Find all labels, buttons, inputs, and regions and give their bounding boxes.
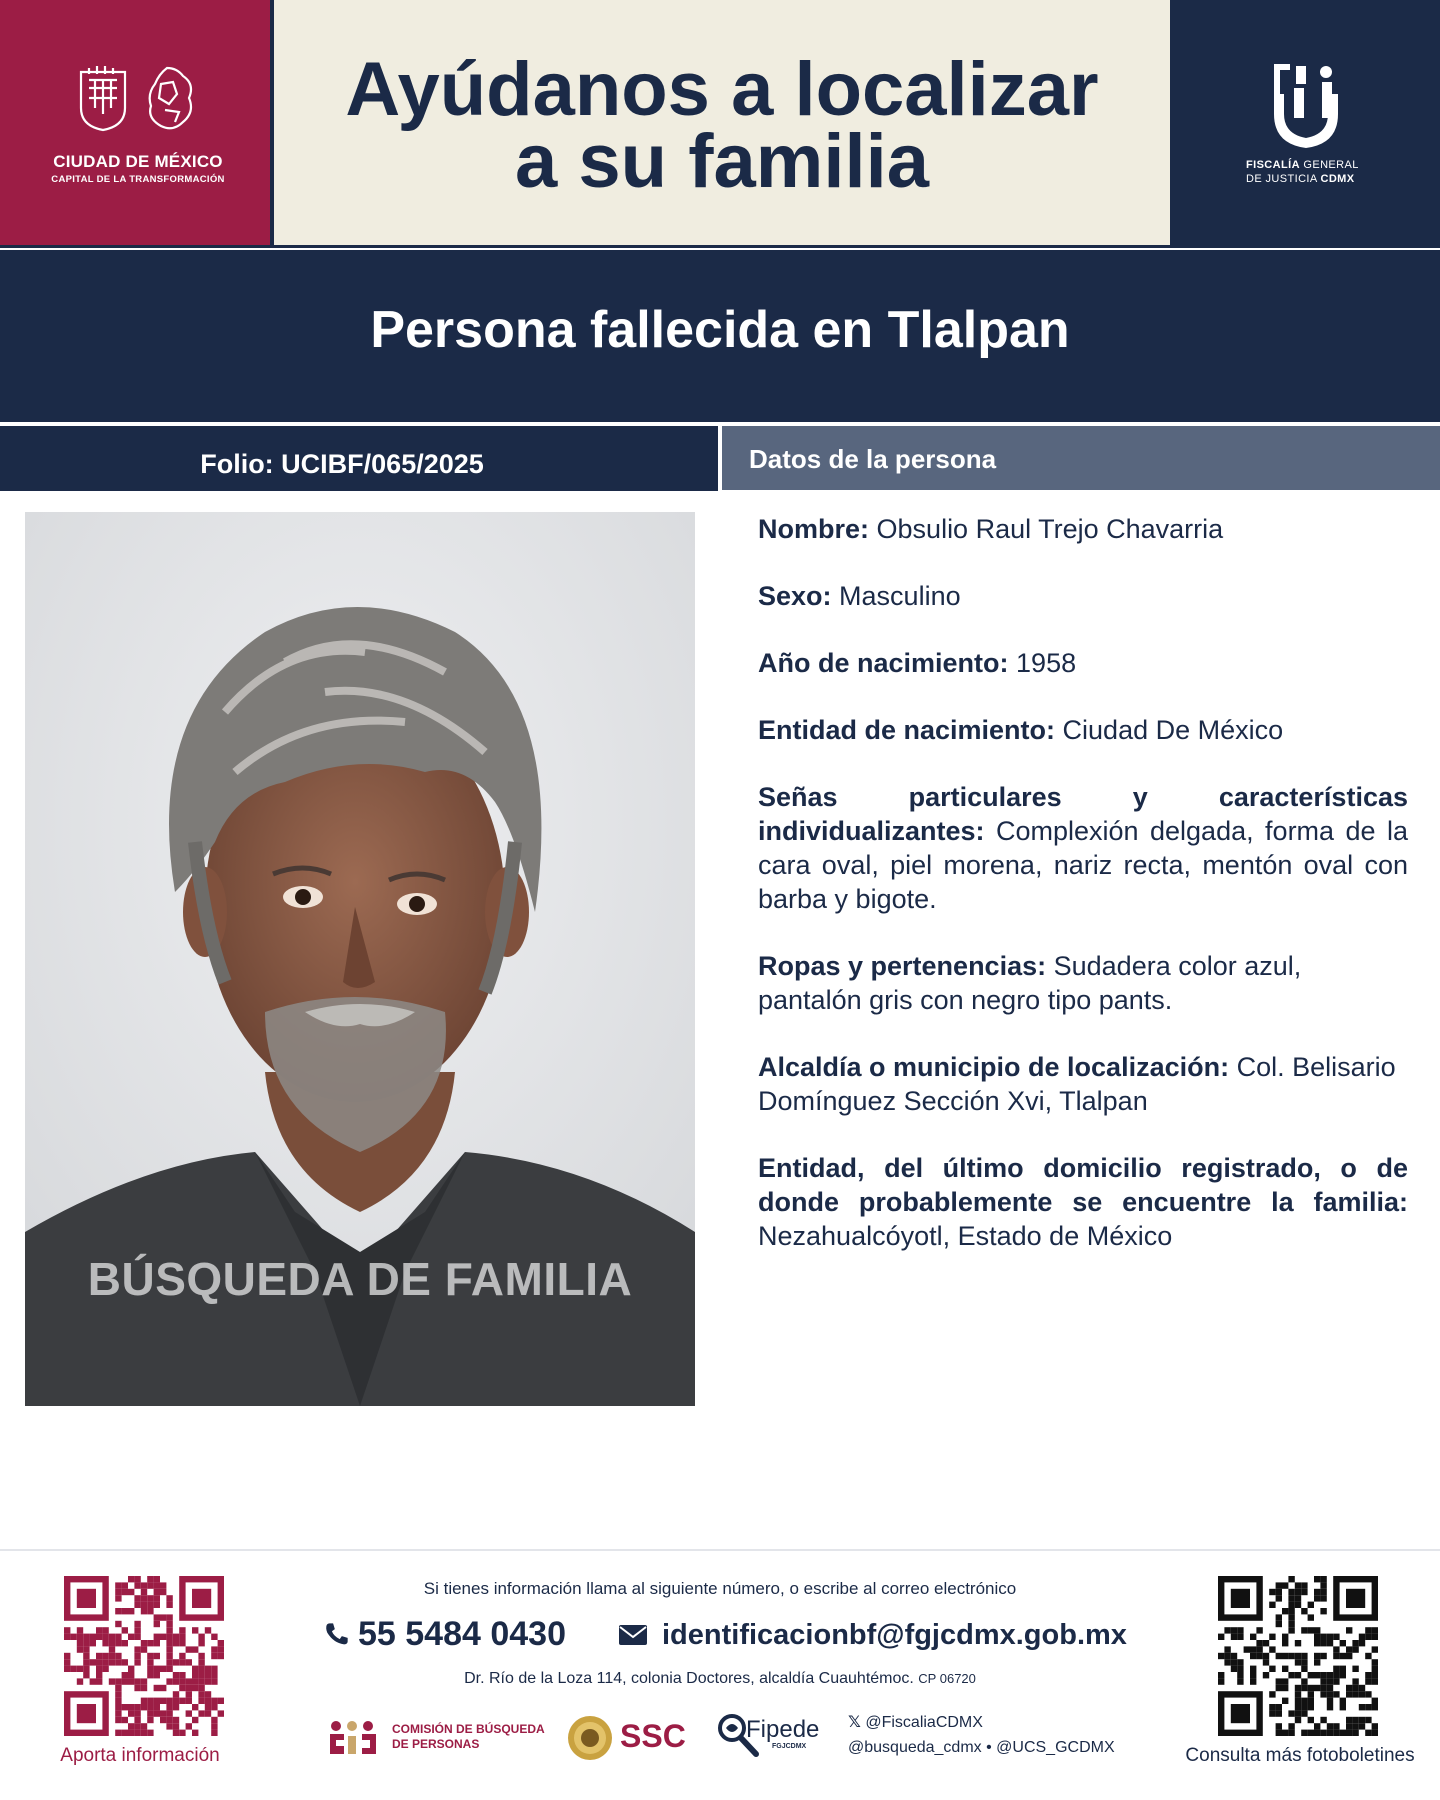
phone-icon <box>322 1620 350 1650</box>
address <box>300 1670 1140 1688</box>
photo-watermark: BÚSQUEDA DE FAMILIA <box>87 1253 633 1305</box>
field-label: Sexo: <box>758 581 832 611</box>
field-value: Nezahualcóyotl, Estado de México <box>758 1221 1173 1251</box>
fgj-name-line1-rest: GENERAL <box>1299 159 1359 171</box>
field-label: Ropas y pertenencias: <box>758 951 1047 981</box>
fgj-name-line1-bold: FISCALÍA <box>1246 159 1300 171</box>
qr-code-icon[interactable] <box>1218 1576 1378 1736</box>
field-value: Complexión delgada, forma de la cara oval, piel morena, nariz recta, mentón oval con barba y bigote. <box>758 816 1408 914</box>
ssc-logo-text: SSC <box>620 1718 686 1754</box>
person-details <box>758 512 1408 1286</box>
field-value: Obsulio Raul Trejo Chavarria <box>876 514 1224 544</box>
folio-number: Folio: UCIBF/065/2025 <box>200 449 484 479</box>
field-value: Ciudad De México <box>1062 715 1284 745</box>
fgj-name-line2-bold: CDMX <box>1320 173 1355 185</box>
cbp-logo-text <box>392 1722 545 1752</box>
contact-instructions: Si tienes información llama al siguiente número, o escribe al correo electrónico <box>423 1579 1017 1598</box>
cbp-logo-icon <box>328 1720 380 1756</box>
field-label: Alcaldía o municipio de localización: <box>758 1052 1230 1082</box>
field-alcaldia <box>758 1050 1408 1118</box>
person-photo <box>25 512 695 1406</box>
field-nombre <box>758 512 1408 546</box>
field-label: Nombre: <box>758 514 870 544</box>
fgj-name-line2-rest: DE JUSTICIA <box>1246 173 1321 185</box>
field-ano-nacimiento <box>758 646 1408 680</box>
social-x-handle[interactable] <box>848 1712 983 1734</box>
field-senas-particulares <box>758 780 1408 916</box>
section-title: Datos de la persona <box>749 444 997 474</box>
field-value: Sudadera color azul, pantalón gris con negro tipo pants. <box>758 951 1302 1015</box>
phone-number[interactable]: 55 5484 0430 <box>358 1615 566 1653</box>
field-label: Año de nacimiento: <box>758 648 1009 678</box>
page-title: Persona fallecida en Tlalpan <box>370 301 1070 359</box>
field-value: Col. Belisario Domínguez Sección Xvi, Tlalpan <box>758 1052 1396 1116</box>
police-seal-icon <box>566 1713 614 1763</box>
x-logo-icon: 𝕏 <box>848 1714 861 1731</box>
field-ropas <box>758 949 1408 1017</box>
headline-line-1: Ayúdanos a localizar <box>345 47 1099 132</box>
fipede-logo-text: Fipede <box>746 1716 820 1743</box>
cdmx-logo-panel <box>0 0 270 245</box>
x-handle-text: @FiscaliaCDMX <box>865 1714 983 1731</box>
field-sexo <box>758 579 1408 613</box>
field-label: Señas particulares y características individualizantes: <box>758 782 1408 846</box>
email-link[interactable]: identificacionbf@fgjcdmx.gob.mx <box>662 1619 1127 1651</box>
qr-caption-aporta[interactable]: Aporta información <box>60 1745 220 1766</box>
field-label: Entidad, del último domicilio registrado, o de donde probablemente se encuentre la familia: <box>758 1153 1408 1217</box>
address-text: Dr. Río de la Loza 114, colonia Doctores, alcaldía Cuauhtémoc. <box>464 1670 914 1687</box>
cdmx-name: CIUDAD DE MÉXICO <box>53 152 223 171</box>
field-label: Entidad de nacimiento: <box>758 715 1056 745</box>
postal-code: CP 06720 <box>918 1671 976 1686</box>
footer-divider <box>0 1549 1440 1551</box>
cdmx-subtitle: CAPITAL DE LA TRANSFORMACIÓN <box>51 174 225 185</box>
fgj-logo-panel <box>1174 0 1440 245</box>
fipede-logo-subtitle: FGJCDMX <box>772 1743 807 1750</box>
mail-icon <box>618 1624 648 1646</box>
cdmx-crest-icon <box>75 64 200 134</box>
field-entidad-domicilio <box>758 1151 1408 1253</box>
fgj-name <box>1246 158 1359 186</box>
social-handles[interactable]: @busqueda_cdmx • @UCS_GCDMX <box>848 1739 1115 1756</box>
field-value: 1958 <box>1016 648 1077 678</box>
field-value: Masculino <box>839 581 961 611</box>
cbp-logo-line1: COMISIÓN DE BÚSQUEDA <box>392 1722 545 1736</box>
qr-code-icon[interactable] <box>64 1576 224 1736</box>
field-entidad-nacimiento <box>758 713 1408 747</box>
headline-panel <box>274 0 1170 245</box>
qr-caption-consulta[interactable]: Consulta más fotoboletines <box>1185 1745 1415 1766</box>
fgj-logo-icon <box>1266 58 1346 154</box>
headline-line-2: a su familia <box>515 119 929 204</box>
cbp-logo-line2: DE PERSONAS <box>392 1737 480 1751</box>
